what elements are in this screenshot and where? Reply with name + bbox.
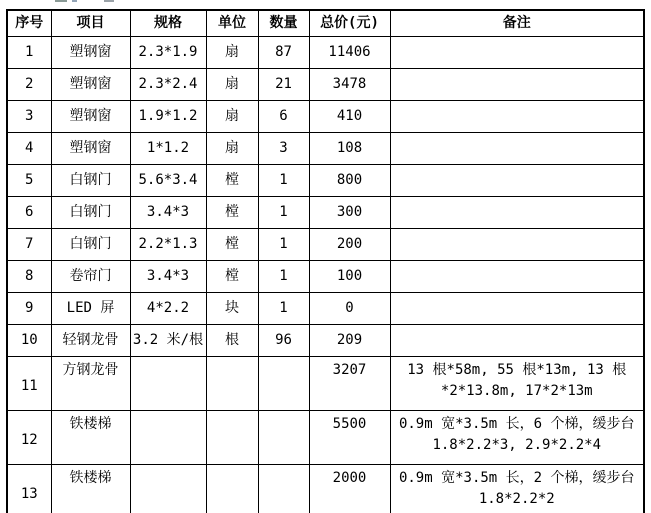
table-row bbox=[7, 261, 644, 293]
cell-index: 6 bbox=[7, 197, 51, 229]
cell-total: 108 bbox=[309, 133, 390, 165]
cell-remark: 13 根*58m, 55 根*13m, 13 根*2*13.8m, 17*2*13m bbox=[390, 357, 644, 411]
table-row bbox=[7, 465, 644, 513]
artifact-mark bbox=[72, 0, 77, 2]
cell-total: 300 bbox=[309, 197, 390, 229]
cell-unit: 扇 bbox=[206, 37, 258, 69]
cell-spec: 3.4*3 bbox=[130, 261, 206, 293]
cell-unit: 根 bbox=[206, 325, 258, 357]
header-remark: 备注 bbox=[390, 10, 644, 37]
table-row bbox=[7, 293, 644, 325]
cell-unit: 樘 bbox=[206, 197, 258, 229]
cell-index: 12 bbox=[7, 411, 51, 465]
cell-unit bbox=[206, 357, 258, 411]
cell-spec: 1.9*1.2 bbox=[130, 101, 206, 133]
cell-remark bbox=[390, 229, 644, 261]
header-qty: 数量 bbox=[258, 10, 309, 37]
cell-remark bbox=[390, 165, 644, 197]
cell-total: 209 bbox=[309, 325, 390, 357]
cell-index: 1 bbox=[7, 37, 51, 69]
cell-spec bbox=[130, 411, 206, 465]
cell-qty: 1 bbox=[258, 229, 309, 261]
cell-total: 5500 bbox=[309, 411, 390, 465]
table-row bbox=[7, 325, 644, 357]
cell-qty: 1 bbox=[258, 165, 309, 197]
header-spec: 规格 bbox=[130, 10, 206, 37]
cell-item: 塑钢窗 bbox=[51, 37, 130, 69]
cell-index: 5 bbox=[7, 165, 51, 197]
table-row bbox=[7, 165, 644, 197]
table-row bbox=[7, 37, 644, 69]
cell-index: 4 bbox=[7, 133, 51, 165]
cell-item: 白钢门 bbox=[51, 165, 130, 197]
cell-spec: 5.6*3.4 bbox=[130, 165, 206, 197]
cell-remark: 0.9m 宽*3.5m 长，2 个梯，缓步台 1.8*2.2*2 bbox=[390, 465, 644, 513]
header-row bbox=[7, 10, 644, 37]
cell-qty: 87 bbox=[258, 37, 309, 69]
cell-total: 11406 bbox=[309, 37, 390, 69]
table-row bbox=[7, 69, 644, 101]
cell-remark bbox=[390, 69, 644, 101]
table-row bbox=[7, 357, 644, 411]
cell-total: 3478 bbox=[309, 69, 390, 101]
cell-unit: 樘 bbox=[206, 165, 258, 197]
cell-spec bbox=[130, 465, 206, 513]
cell-total: 100 bbox=[309, 261, 390, 293]
cell-qty: 96 bbox=[258, 325, 309, 357]
cell-item: 方钢龙骨 bbox=[51, 357, 130, 411]
header-total: 总价(元) bbox=[309, 10, 390, 37]
table-row bbox=[7, 133, 644, 165]
cell-total: 410 bbox=[309, 101, 390, 133]
cell-remark bbox=[390, 37, 644, 69]
cell-remark bbox=[390, 293, 644, 325]
cell-qty bbox=[258, 357, 309, 411]
cell-unit: 块 bbox=[206, 293, 258, 325]
cell-index: 7 bbox=[7, 229, 51, 261]
cell-qty: 1 bbox=[258, 293, 309, 325]
cell-index: 10 bbox=[7, 325, 51, 357]
cell-unit: 扇 bbox=[206, 69, 258, 101]
cell-item: 白钢门 bbox=[51, 197, 130, 229]
cell-item: 塑钢窗 bbox=[51, 101, 130, 133]
cell-spec: 3.2 米/根 bbox=[130, 325, 206, 357]
cell-qty: 1 bbox=[258, 261, 309, 293]
cell-spec: 4*2.2 bbox=[130, 293, 206, 325]
cell-unit bbox=[206, 411, 258, 465]
cell-item: LED 屏 bbox=[51, 293, 130, 325]
cell-remark bbox=[390, 325, 644, 357]
cell-item: 卷帘门 bbox=[51, 261, 130, 293]
cell-item: 白钢门 bbox=[51, 229, 130, 261]
header-unit: 单位 bbox=[206, 10, 258, 37]
header-item: 项目 bbox=[51, 10, 130, 37]
cell-unit: 樘 bbox=[206, 229, 258, 261]
cell-remark bbox=[390, 133, 644, 165]
cell-unit: 扇 bbox=[206, 101, 258, 133]
cell-item: 塑钢窗 bbox=[51, 133, 130, 165]
cell-unit: 樘 bbox=[206, 261, 258, 293]
cell-remark bbox=[390, 101, 644, 133]
quote-table bbox=[6, 9, 645, 513]
cell-total: 3207 bbox=[309, 357, 390, 411]
cell-index: 3 bbox=[7, 101, 51, 133]
cell-remark bbox=[390, 197, 644, 229]
cell-spec: 1*1.2 bbox=[130, 133, 206, 165]
cell-qty: 21 bbox=[258, 69, 309, 101]
artifact-mark bbox=[104, 0, 114, 2]
cell-index: 2 bbox=[7, 69, 51, 101]
cell-total: 2000 bbox=[309, 465, 390, 513]
cell-remark: 0.9m 宽*3.5m 长，6 个梯，缓步台 1.8*2.2*3, 2.9*2.2*4 bbox=[390, 411, 644, 465]
cell-index: 8 bbox=[7, 261, 51, 293]
table-row bbox=[7, 197, 644, 229]
table-row bbox=[7, 411, 644, 465]
cell-remark bbox=[390, 261, 644, 293]
cell-total: 200 bbox=[309, 229, 390, 261]
cell-qty: 3 bbox=[258, 133, 309, 165]
cell-qty bbox=[258, 411, 309, 465]
cell-item: 轻钢龙骨 bbox=[51, 325, 130, 357]
artifact-mark bbox=[55, 0, 67, 2]
cell-spec bbox=[130, 357, 206, 411]
cell-spec: 2.3*1.9 bbox=[130, 37, 206, 69]
cell-qty: 1 bbox=[258, 197, 309, 229]
cell-index: 11 bbox=[7, 357, 51, 411]
cell-qty: 6 bbox=[258, 101, 309, 133]
table-row bbox=[7, 101, 644, 133]
cell-index: 13 bbox=[7, 465, 51, 513]
cell-item: 铁楼梯 bbox=[51, 465, 130, 513]
cell-item: 铁楼梯 bbox=[51, 411, 130, 465]
cell-spec: 2.3*2.4 bbox=[130, 69, 206, 101]
cell-unit: 扇 bbox=[206, 133, 258, 165]
cell-spec: 3.4*3 bbox=[130, 197, 206, 229]
cell-item: 塑钢窗 bbox=[51, 69, 130, 101]
cell-spec: 2.2*1.3 bbox=[130, 229, 206, 261]
cell-unit bbox=[206, 465, 258, 513]
cell-index: 9 bbox=[7, 293, 51, 325]
cell-total: 800 bbox=[309, 165, 390, 197]
cell-total: 0 bbox=[309, 293, 390, 325]
header-index: 序号 bbox=[7, 10, 51, 37]
table-row bbox=[7, 229, 644, 261]
cell-qty bbox=[258, 465, 309, 513]
